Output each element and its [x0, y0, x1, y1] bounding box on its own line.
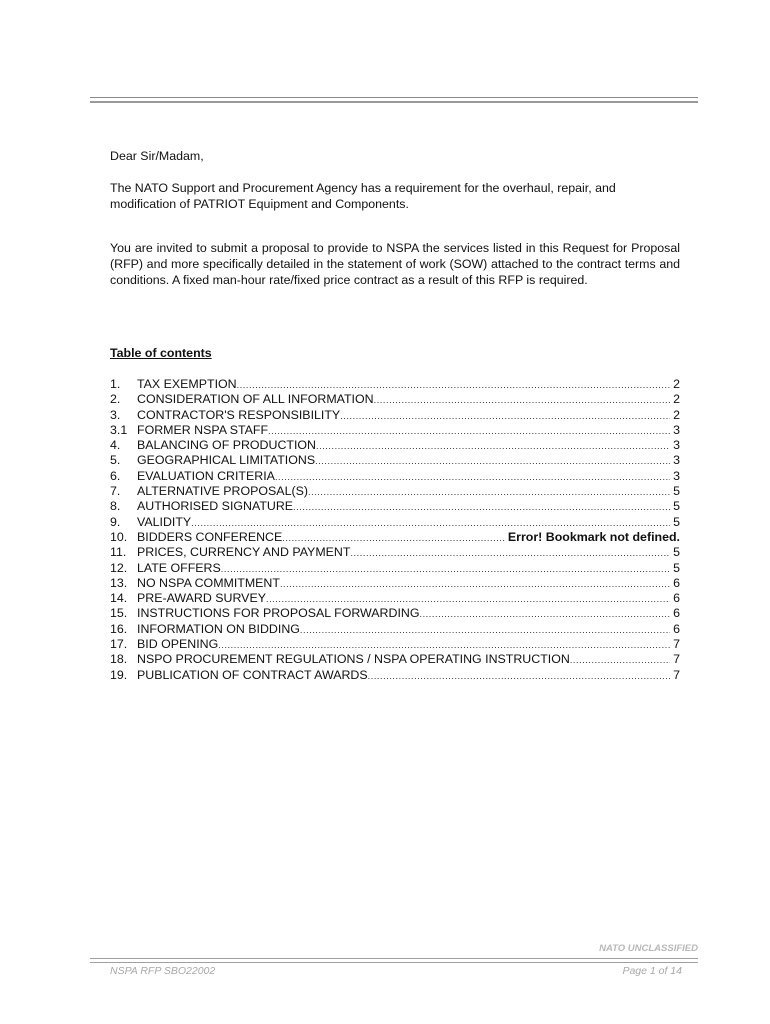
toc-dot-leader [237, 378, 670, 392]
toc-entry-page: 7 [673, 652, 680, 667]
toc-entry-page: 3 [673, 422, 680, 437]
toc-entry[interactable] [110, 530, 680, 545]
toc-entry-title: GEOGRAPHICAL LIMITATIONS [137, 453, 316, 468]
toc-entry-page: 5 [673, 560, 680, 575]
toc-entry-title: NSPO PROCUREMENT REGULATIONS / NSPA OPERATING INSTRUCTION [137, 652, 570, 667]
toc-entry-page: 2 [673, 377, 680, 391]
toc-entry-page: 3 [673, 453, 680, 468]
toc-entry[interactable] [110, 484, 680, 499]
toc-entry-page: 5 [673, 499, 680, 514]
toc-entry-title: BID OPENING [137, 637, 219, 652]
toc-entry-title: BIDDERS CONFERENCE [137, 529, 283, 544]
toc-dot-leader [374, 393, 671, 407]
toc-dot-leader [340, 409, 670, 423]
header-divider-thick [90, 101, 698, 103]
toc-entry-title: BALANCING OF PRODUCTION [137, 438, 316, 453]
footer-divider-lower [90, 962, 698, 963]
toc-entry-number: 14. [110, 591, 128, 606]
toc-entry-title: NO NSPA COMMITMENT [137, 575, 280, 590]
toc-dot-leader [191, 516, 670, 530]
table-of-contents [110, 377, 680, 683]
toc-dot-leader [419, 607, 670, 621]
toc-dot-leader [218, 638, 670, 652]
toc-entry-title: INFORMATION ON BIDDING [137, 621, 300, 636]
toc-entry-page: 2 [673, 407, 680, 422]
toc-entry-number: 13. [110, 575, 128, 590]
toc-entry[interactable] [110, 576, 680, 591]
toc-entry[interactable] [110, 499, 680, 514]
toc-entry-page: 7 [673, 667, 680, 682]
toc-entry[interactable] [110, 622, 680, 637]
toc-entry-title: LATE OFFERS [137, 560, 221, 575]
toc-dot-leader [316, 439, 670, 453]
toc-entry-number: 19. [110, 667, 128, 682]
toc-entry-number: 16. [110, 621, 128, 636]
toc-entry-page: 5 [673, 484, 680, 499]
toc-dot-leader [368, 669, 670, 683]
toc-heading: Table of contents [110, 346, 212, 360]
toc-entry-title: CONTRACTOR'S RESPONSIBILITY [137, 407, 341, 422]
toc-entry-title: EVALUATION CRITERIA [137, 468, 275, 483]
toc-entry-number: 8. [110, 499, 121, 514]
toc-dot-leader [293, 500, 670, 514]
toc-entry-number: 2. [110, 392, 121, 407]
document-reference: NSPA RFP SBO22002 [110, 965, 216, 977]
toc-entry-number: 6. [110, 468, 121, 483]
toc-entry[interactable] [110, 438, 680, 453]
classification-marking: NATO UNCLASSIFIED [599, 943, 698, 954]
toc-entry-page: 6 [673, 606, 680, 621]
toc-entry-title: ALTERNATIVE PROPOSAL(S) [137, 484, 308, 499]
salutation: Dear Sir/Madam, [110, 149, 204, 163]
toc-entry-page: 3 [673, 468, 680, 483]
toc-dot-leader [221, 562, 670, 576]
toc-entry[interactable] [110, 652, 680, 667]
toc-entry[interactable] [110, 545, 680, 560]
toc-entry-title: CONSIDERATION OF ALL INFORMATION [137, 392, 374, 407]
intro-paragraph: The NATO Support and Procurement Agency has a requirement for the overhaul, repair, and modification of PATRIOT Equipment and Components. [110, 181, 616, 211]
invitation-paragraph: You are invited to submit a proposal to provide to NSPA the services listed in this Request for Proposal (RFP) and more specifically detailed in the statement of work (SOW) attached to the contract terms and conditions. A fixed man-hour rate/fixed price contract as a result of this RFP is required. [110, 241, 680, 287]
toc-entry-title: VALIDITY [137, 514, 192, 529]
toc-dot-leader [282, 531, 505, 545]
toc-entry-page: 6 [673, 621, 680, 636]
toc-entry[interactable] [110, 408, 680, 423]
toc-entry-number: 5. [110, 453, 121, 468]
toc-entry[interactable] [110, 392, 680, 407]
toc-dot-leader [275, 470, 670, 484]
toc-entry[interactable] [110, 377, 680, 392]
toc-entry[interactable] [110, 453, 680, 468]
toc-entry-title: TAX EXEMPTION [137, 377, 237, 391]
toc-entry-number: 15. [110, 606, 128, 621]
toc-dot-leader [308, 485, 670, 499]
toc-entry-number: 4. [110, 438, 121, 453]
toc-entry[interactable] [110, 515, 680, 530]
toc-entry-page: 5 [673, 545, 680, 560]
toc-entry-title: AUTHORISED SIGNATURE [137, 499, 294, 514]
toc-dot-leader [268, 424, 670, 438]
toc-dot-leader [570, 653, 670, 667]
toc-entry[interactable] [110, 561, 680, 576]
toc-entry-page: 3 [673, 438, 680, 453]
toc-entry-title: PRICES, CURRENCY AND PAYMENT [137, 545, 351, 560]
toc-entry-number: 3. [110, 407, 121, 422]
toc-entry-number: 10. [110, 529, 128, 544]
toc-entry-error: Error! Bookmark not defined. [507, 529, 680, 544]
toc-entry-number: 9. [110, 514, 121, 529]
toc-entry-number: 1. [110, 377, 121, 391]
toc-entry[interactable] [110, 469, 680, 484]
toc-entry-title: PUBLICATION OF CONTRACT AWARDS [137, 667, 368, 682]
toc-entry-number: 17. [110, 637, 128, 652]
toc-entry-page: 6 [673, 575, 680, 590]
toc-entry[interactable] [110, 591, 680, 606]
toc-entry-title: FORMER NSPA STAFF [137, 422, 269, 437]
header-divider [90, 97, 698, 98]
toc-entry-page: 2 [673, 392, 680, 407]
toc-entry-page: 6 [673, 591, 680, 606]
toc-entry-number: 7. [110, 484, 121, 499]
toc-dot-leader [315, 454, 670, 468]
page-number: Page 1 of 14 [622, 965, 682, 977]
toc-entry-number: 11. [110, 545, 127, 560]
toc-entry-title: PRE-AWARD SURVEY [137, 591, 266, 606]
toc-entry-page: 5 [673, 514, 680, 529]
toc-entry-number: 18. [110, 652, 128, 667]
footer-divider [90, 958, 698, 959]
toc-entry-number: 3.1 [110, 422, 128, 437]
toc-dot-leader [266, 592, 670, 606]
toc-dot-leader [350, 546, 670, 560]
toc-entry[interactable] [110, 637, 680, 652]
toc-dot-leader [280, 577, 670, 591]
toc-entry-number: 12. [110, 560, 128, 575]
toc-entry[interactable] [110, 668, 680, 683]
toc-entry-title: INSTRUCTIONS FOR PROPOSAL FORWARDING [137, 606, 420, 621]
toc-entry[interactable] [110, 606, 680, 621]
toc-entry[interactable] [110, 423, 680, 438]
toc-dot-leader [300, 623, 670, 637]
toc-entry-page: 7 [673, 637, 680, 652]
